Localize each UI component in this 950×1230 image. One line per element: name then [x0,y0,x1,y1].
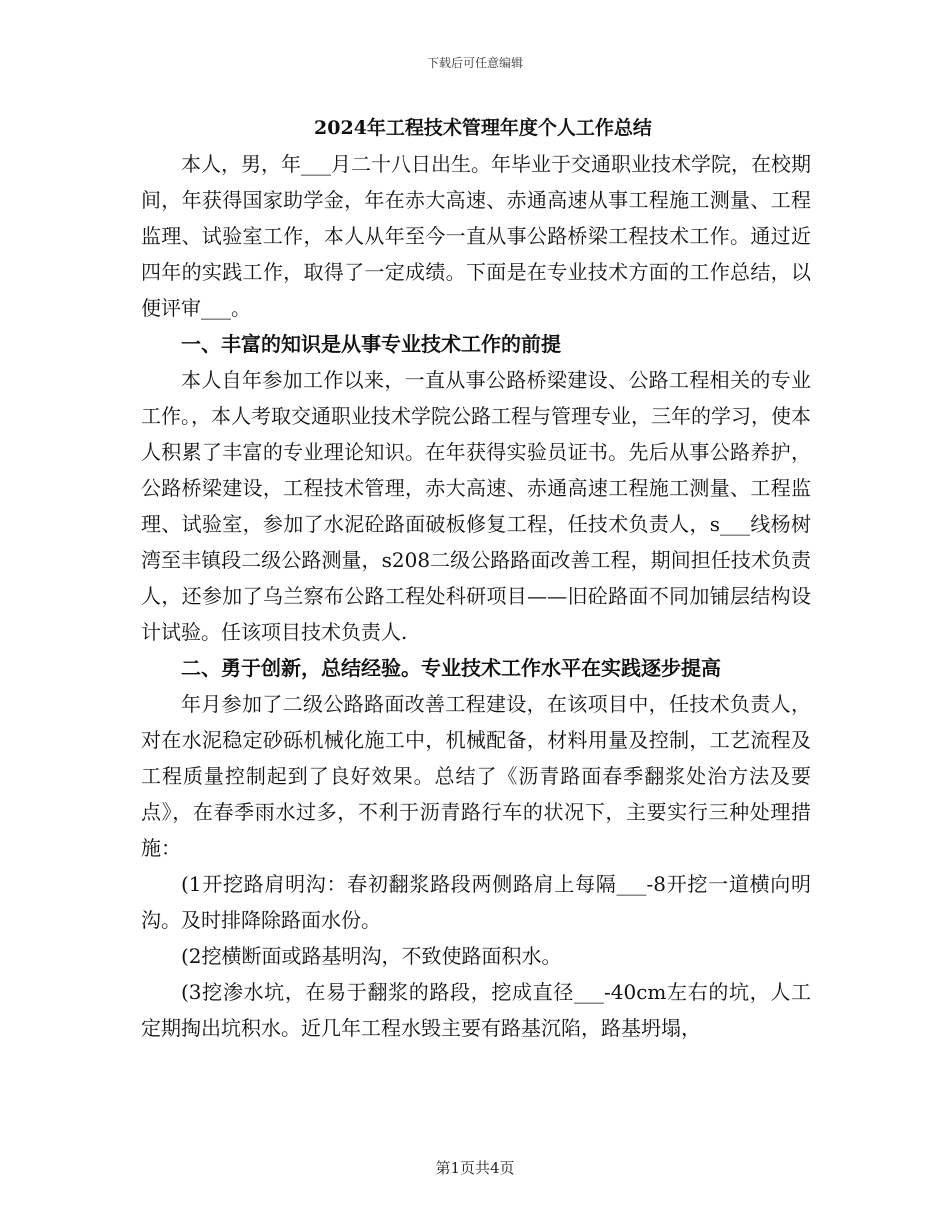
section-heading-2: 二、勇于创新，总结经验。专业技术工作水平在实践逐步提高 [181,656,721,680]
document-title: 2024年工程技术管理年度个人工作总结 [314,117,652,139]
list-item-measure-3: (3挖渗水坑，在易于翻浆的路段，挖成直径___-40cm左右的坑，人工定期掏出坑积水。近几年工程水毁主要有路基沉陷，路基坍塌， [141,980,811,1040]
document-body [141,110,811,1046]
list-item-measure-2: (2挖横断面或路基明沟，不致使路面积水。 [181,944,562,968]
page-number: 第1页共4页 [435,1159,515,1177]
section-heading-1: 一、丰富的知识是从事专业技术工作的前提 [181,332,561,356]
list-item-measure-1: (1开挖路肩明沟：春初翻浆路段两侧路肩上每隔___-8开挖一道横向明沟。及时排降除路面水份。 [141,872,811,932]
header-note: 下载后可任意编辑 [426,56,523,70]
paragraph-section-2: 年月参加了二级公路路面改善工程建设，在该项目中，任技术负责人，对在水泥稳定砂砾机械化施工中，机械配备，材料用量及控制，工艺流程及工程质量控制起到了良好效果。总结了《沥青路面春季翻浆处治方法及要点》，在春季雨水过多，不利于沥青路行车的状况下，主要实行三种处理措施： [141,692,811,860]
paragraph-section-1: 本人自年参加工作以来，一直从事公路桥梁建设、公路工程相关的专业工作。，本人考取交通职业技术学院公路工程与管理专业，三年的学习，使本人积累了丰富的专业理论知识。在年获得实验员证书。先后从事公路养护，公路桥梁建设，工程技术管理，赤大高速、赤通高速工程施工测量、工程监理、试验室，参加了水泥砼路面破板修复工程，任技术负责人，s___线杨树湾至丰镇段二级公路测量，s208二级公路路面改善工程，期间担任技术负责人，还参加了乌兰察布公路工程处科研项目——旧砼路面不同加铺层结构设计试验。任该项目技术负责人. [141,368,811,644]
paragraph-intro: 本人，男，年___月二十八日出生。年毕业于交通职业技术学院，在校期间，年获得国家助学金，年在赤大高速、赤通高速从事工程施工测量、工程监理、试验室工作，本人从年至今一直从事公路桥梁工程技术工作。通过近四年的实践工作，取得了一定成绩。下面是在专业技术方面的工作总结，以便评审___。 [141,152,811,320]
